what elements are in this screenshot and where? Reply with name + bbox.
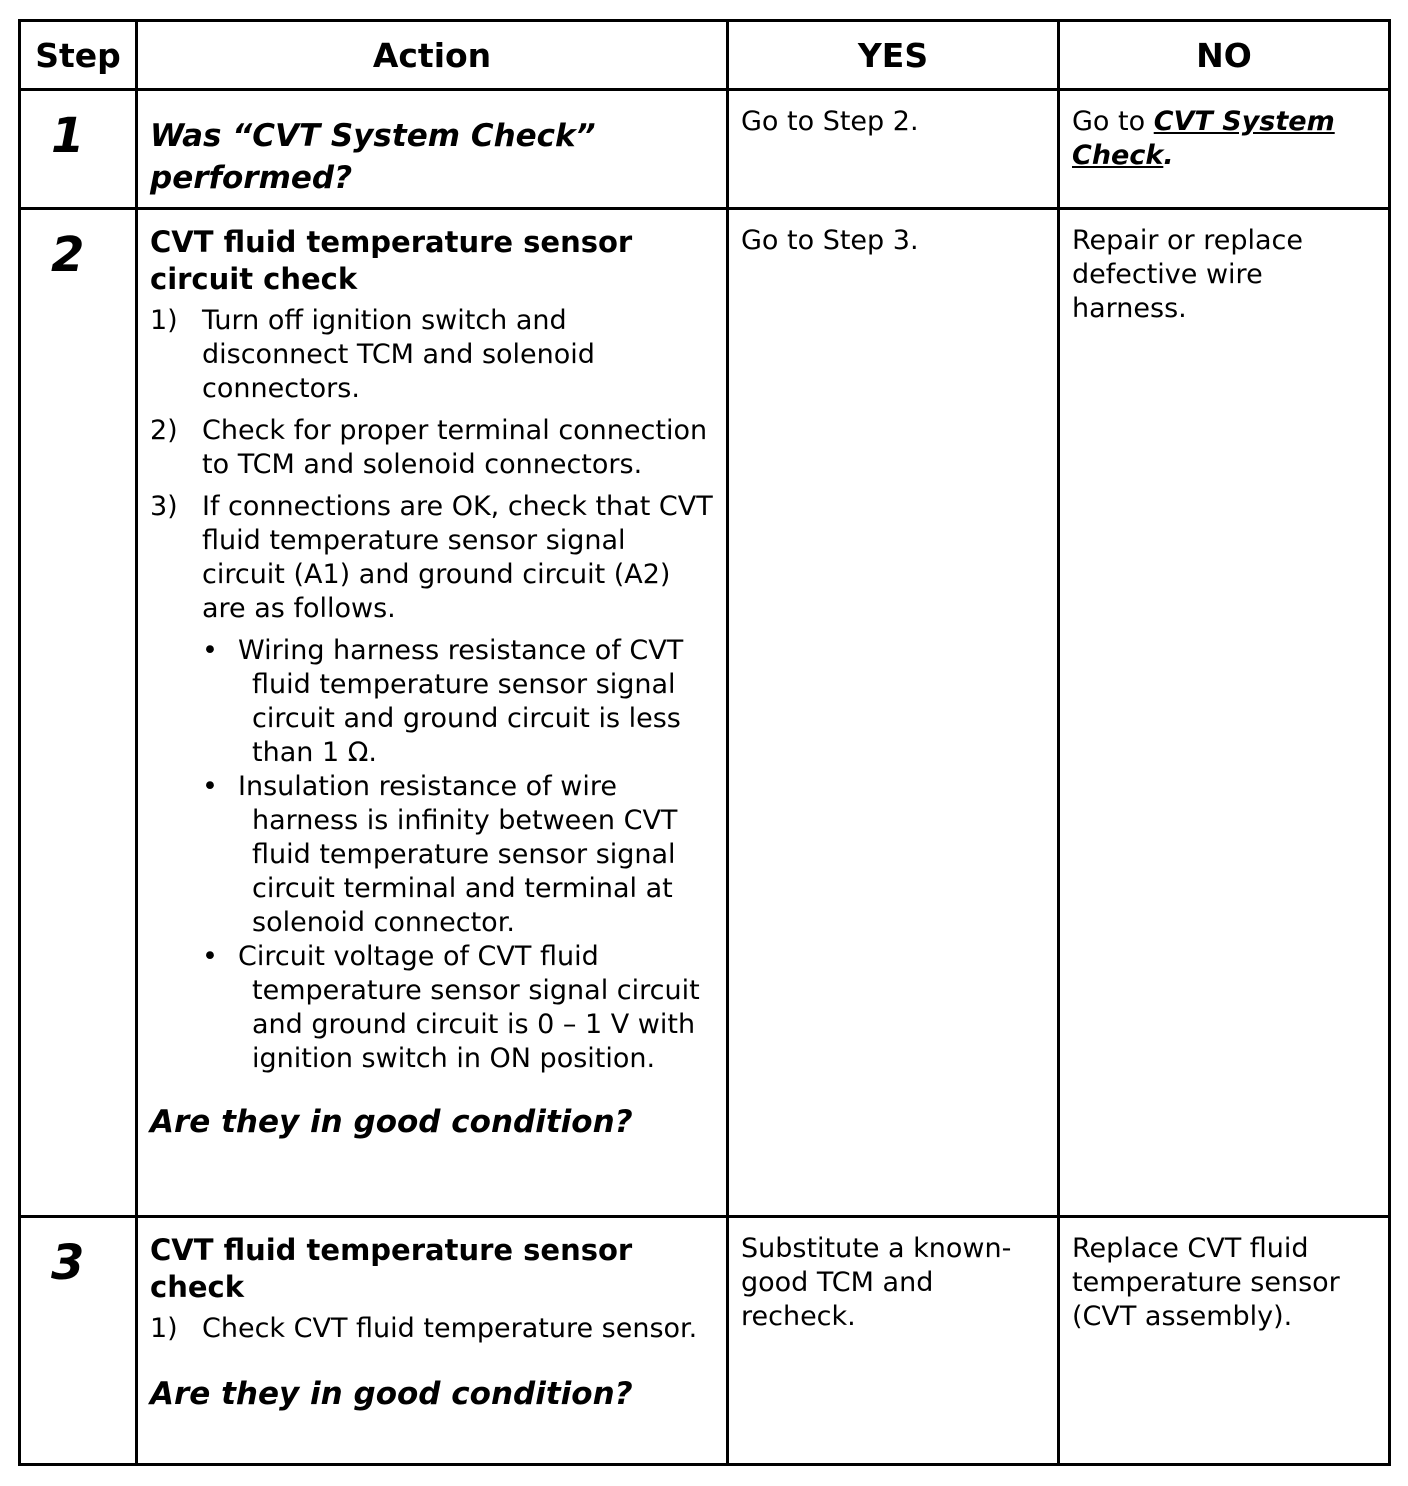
bullet-text: Insulation resistance of wire harness is infinity between CVT fluid temperature sensor signal circuit terminal and terminal at solenoid connector. xyxy=(238,771,678,938)
yes-text: Go to Step 2. xyxy=(741,106,919,137)
step-number: 3 xyxy=(51,1235,85,1291)
no-cell xyxy=(1059,209,1390,1217)
bullet-icon: • xyxy=(202,771,218,802)
action-title: CVT fluid temperature sensor check xyxy=(150,1233,633,1304)
substep-text: If connections are OK, check that CVT fluid temperature sensor signal circuit (A1) and ground circuit (A2) are as follows. xyxy=(202,491,713,624)
action-cell xyxy=(137,209,728,1217)
no-cell xyxy=(1059,90,1390,209)
step-cell xyxy=(20,1217,137,1465)
action-title: CVT fluid temperature sensor circuit check xyxy=(150,225,633,296)
action-cell xyxy=(137,1217,728,1465)
bullet-item xyxy=(150,770,716,940)
bullet-item xyxy=(150,940,716,1076)
no-text: Replace CVT fluid temperature sensor (CVT assembly). xyxy=(1072,1233,1340,1332)
action-question: Was “CVT System Check” performed? xyxy=(150,118,596,196)
substep-text: Check for proper terminal connection to TCM and solenoid connectors. xyxy=(202,415,708,480)
no-cell xyxy=(1059,1217,1390,1465)
cvt-system-check-link[interactable]: CVT System Check xyxy=(1072,106,1335,171)
no-prefix: Go to xyxy=(1072,106,1154,137)
step-row-3 xyxy=(20,1217,1390,1465)
condition-question: Are they in good condition? xyxy=(150,1376,633,1412)
substep xyxy=(150,1312,716,1346)
condition-question: Are they in good condition? xyxy=(150,1104,633,1140)
substep xyxy=(150,490,716,626)
step-number: 1 xyxy=(51,108,85,164)
yes-text: Go to Step 3. xyxy=(741,225,919,256)
substep-number: 2) xyxy=(150,415,178,446)
substep xyxy=(150,414,716,482)
header-row xyxy=(20,21,1390,90)
substep-text: Turn off ignition switch and disconnect TCM and solenoid connectors. xyxy=(202,305,595,404)
step-row-2 xyxy=(20,209,1390,1217)
yes-cell xyxy=(728,209,1059,1217)
action-cell xyxy=(137,90,728,209)
bullet-icon: • xyxy=(202,941,218,972)
no-suffix: . xyxy=(1163,140,1174,171)
substep-number: 1) xyxy=(150,1313,178,1344)
no-text xyxy=(1060,91,1388,173)
step-cell xyxy=(20,209,137,1217)
header-no: NO xyxy=(1059,21,1390,90)
header-action: Action xyxy=(137,21,728,90)
yes-cell xyxy=(728,1217,1059,1465)
header-yes: YES xyxy=(728,21,1059,90)
substep-number: 1) xyxy=(150,305,178,336)
bullet-text: Circuit voltage of CVT fluid temperature sensor signal circuit and ground circuit is 0 – 1 V with ignition switch in ON position. xyxy=(238,941,700,1074)
bullet-item xyxy=(150,634,716,770)
substep-number: 3) xyxy=(150,491,178,522)
step-cell xyxy=(20,90,137,209)
substep xyxy=(150,304,716,406)
header-step: Step xyxy=(20,21,137,90)
bullet-icon: • xyxy=(202,635,218,666)
yes-cell xyxy=(728,90,1059,209)
step-row-1 xyxy=(20,90,1390,209)
troubleshooting-table xyxy=(18,19,1391,1466)
yes-text: Substitute a known-good TCM and recheck. xyxy=(741,1233,1012,1332)
no-text: Repair or replace defective wire harness. xyxy=(1072,225,1303,324)
bullet-text: Wiring harness resistance of CVT fluid temperature sensor signal circuit and ground circuit is less than 1 Ω. xyxy=(238,635,684,768)
step-number: 2 xyxy=(51,227,85,283)
substep-text: Check CVT fluid temperature sensor. xyxy=(202,1313,698,1344)
